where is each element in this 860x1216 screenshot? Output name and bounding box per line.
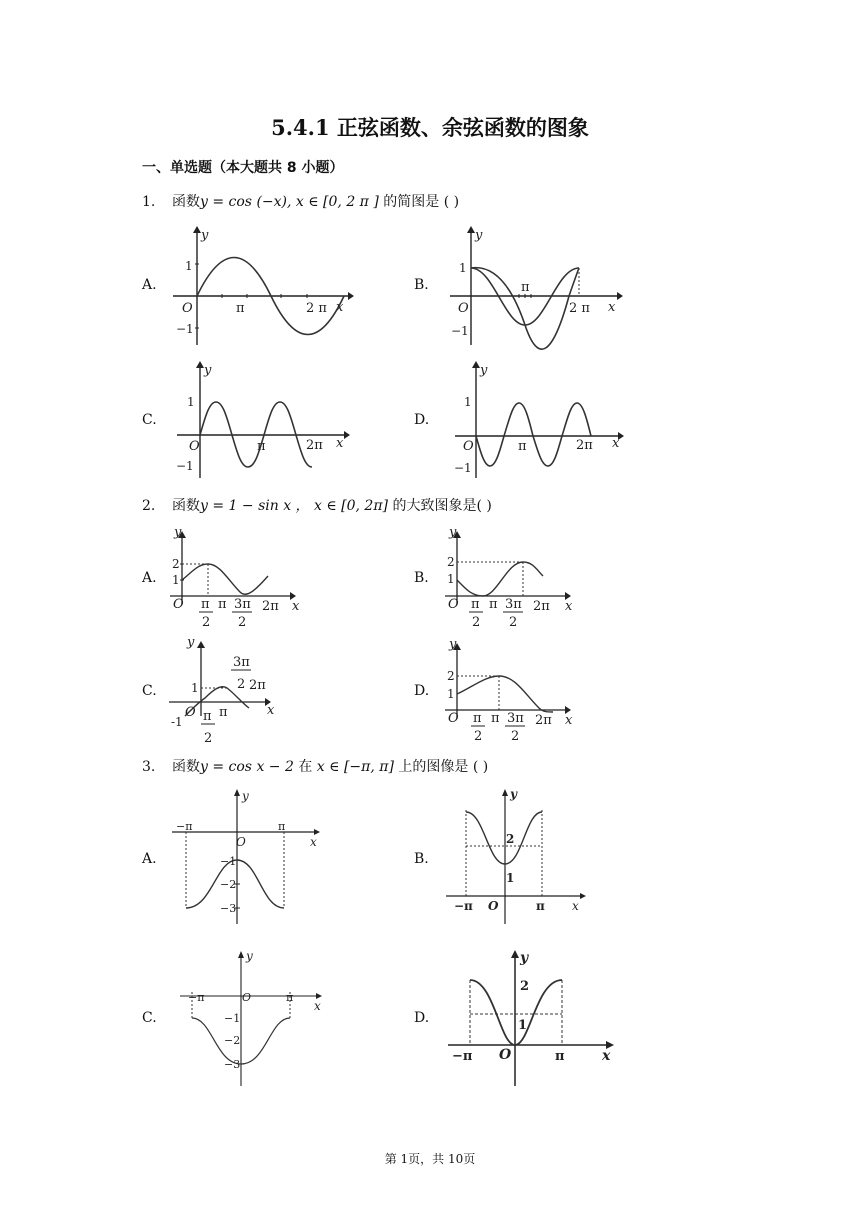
tick-label: 2 (506, 832, 515, 846)
question-number: 3. (142, 759, 156, 775)
option-2b[interactable]: B. (414, 570, 429, 586)
graph-2d (443, 632, 583, 747)
tick-label: π (555, 1049, 565, 1064)
tick-label: 3π (505, 597, 522, 612)
option-2a[interactable]: A. (142, 570, 157, 586)
question-formula-2: x ∈ [−π, π] (316, 759, 394, 775)
x-axis-label: x (565, 713, 573, 728)
tick-label: −π (454, 899, 473, 913)
question-stem-middle: 在 (293, 759, 317, 775)
page-footer: 第 1页，共 10页 (384, 1152, 476, 1166)
origin-label: O (458, 301, 469, 316)
origin-label: O (448, 597, 459, 612)
tick-label: π (473, 711, 482, 726)
tick-label: 2 (237, 677, 246, 692)
page-title: 5.4.1 正弦函数、余弦函数的图象 (271, 115, 589, 140)
tick-label: π (491, 711, 500, 726)
origin-label: O (499, 1047, 512, 1063)
tick-label: 1 (459, 261, 467, 275)
tick-label: 2 (472, 615, 481, 630)
tick-label: 2π (576, 438, 593, 453)
y-axis-label: y (187, 635, 195, 650)
graph-1b (445, 225, 630, 350)
option-2c[interactable]: C. (142, 683, 157, 699)
y-axis-label: y (201, 228, 209, 243)
origin-label: O (189, 439, 200, 454)
tick-label: 1 (518, 1018, 528, 1033)
tick-label: 2 π (306, 301, 327, 316)
tick-label: 2 (172, 557, 180, 571)
tick-label: 3π (234, 597, 251, 612)
tick-label: 2π (262, 599, 279, 614)
question-stem-suffix: 的大致图象是( ) (388, 498, 492, 514)
origin-label: O (173, 597, 184, 612)
tick-label: 2 (520, 979, 530, 994)
y-axis-label: y (204, 363, 212, 378)
tick-label: π (518, 439, 527, 454)
question-stem-suffix: 的简图是 ( ) (378, 194, 460, 210)
tick-label: −3 (224, 1058, 241, 1071)
option-1a[interactable]: A. (142, 277, 157, 293)
x-axis-label: x (292, 599, 300, 614)
tick-label: 2π (249, 678, 266, 693)
tick-label: −3 (220, 902, 237, 915)
tick-label: π (201, 597, 210, 612)
tick-label: 1 (172, 573, 180, 587)
tick-label: −1 (176, 322, 194, 336)
y-axis-label: y (449, 525, 457, 540)
tick-label: 2π (306, 438, 323, 453)
question-3 (142, 756, 488, 776)
graph-3a (168, 784, 328, 929)
graph-2a (168, 520, 308, 635)
tick-label: 1 (506, 871, 515, 885)
question-stem: 函数 (172, 759, 200, 775)
tick-label: 1 (185, 259, 193, 273)
tick-label: π (203, 709, 212, 724)
tick-label: −1 (224, 1012, 241, 1025)
tick-label: −1 (451, 324, 469, 338)
option-1d[interactable]: D. (414, 412, 430, 428)
question-stem-suffix: 上的图像是 ( ) (393, 759, 489, 775)
option-3d[interactable]: D. (414, 1010, 430, 1026)
x-axis-label: x (612, 436, 620, 451)
x-axis-label: x (608, 300, 616, 315)
graph-2b (443, 520, 583, 635)
y-axis-label: y (174, 525, 182, 540)
tick-label: 3π (507, 711, 524, 726)
question-number: 2. (142, 498, 156, 514)
graph-3d (444, 946, 620, 1091)
tick-label: 2 (447, 669, 455, 683)
y-axis-label: y (520, 950, 529, 966)
graph-2c (165, 632, 285, 747)
tick-label: −π (452, 1049, 473, 1064)
question-1 (142, 191, 459, 211)
tick-label: −1 (220, 855, 237, 868)
tick-label: −1 (176, 459, 194, 473)
tick-label: 1 (447, 687, 455, 701)
tick-label: π (236, 301, 245, 316)
tick-label: 2 (204, 731, 213, 746)
question-2 (142, 495, 492, 515)
y-axis-label: y (510, 787, 517, 801)
origin-label: O (242, 991, 252, 1004)
tick-label: π (521, 280, 530, 295)
question-formula: y = 1 − sin x ， x ∈ [0, 2π] (200, 498, 389, 514)
tick-label: −2 (224, 1034, 241, 1047)
tick-label: 2 (511, 729, 520, 744)
origin-label: O (182, 301, 193, 316)
tick-label: 3π (233, 655, 250, 670)
tick-label: 1 (191, 681, 199, 695)
tick-label: 2 (447, 555, 455, 569)
tick-label: π (278, 820, 286, 833)
y-axis-label: y (449, 637, 457, 652)
origin-label: O (488, 899, 499, 913)
tick-label: 1 (464, 395, 472, 409)
tick-label: 1 (447, 572, 455, 586)
tick-label: π (489, 597, 498, 612)
x-axis-label: x (572, 899, 579, 913)
x-axis-label: x (565, 599, 573, 614)
section-heading: 一、单选题（本大题共 8 小题） (142, 160, 344, 176)
question-formula: y = cos x − 2 (200, 759, 294, 775)
origin-label: O (463, 439, 474, 454)
tick-label: 2 (474, 729, 483, 744)
tick-label: 2 (509, 615, 518, 630)
y-axis-label: y (480, 363, 488, 378)
origin-label: O (185, 705, 196, 720)
tick-label: −2 (220, 878, 237, 891)
tick-label: −π (188, 991, 205, 1004)
tick-label: −1 (454, 461, 472, 475)
option-2d[interactable]: D. (414, 683, 430, 699)
tick-label: -1 (171, 715, 183, 729)
y-axis-label: y (475, 228, 483, 243)
question-number: 1. (142, 194, 156, 210)
tick-label: π (219, 705, 228, 720)
origin-label: O (236, 835, 246, 849)
tick-label: π (218, 597, 227, 612)
graph-1a (168, 225, 353, 350)
tick-label: 1 (187, 395, 195, 409)
tick-label: 2π (535, 713, 552, 728)
option-1c[interactable]: C. (142, 412, 157, 428)
option-3b[interactable]: B. (414, 851, 429, 867)
question-stem: 函数 (172, 194, 200, 210)
tick-label: 2 (202, 615, 211, 630)
option-3c[interactable]: C. (142, 1010, 157, 1026)
option-1b[interactable]: B. (414, 277, 429, 293)
tick-label: π (536, 899, 545, 913)
x-axis-label: x (336, 300, 344, 315)
x-axis-label: x (267, 703, 275, 718)
graph-3c (172, 946, 332, 1091)
y-axis-label: y (246, 949, 253, 963)
x-axis-label: x (310, 835, 317, 849)
tick-label: π (286, 991, 294, 1004)
question-stem: 函数 (172, 498, 200, 514)
x-axis-label: x (602, 1048, 611, 1064)
tick-label: 2 π (569, 301, 590, 316)
origin-label: O (448, 711, 459, 726)
tick-label: 2π (533, 599, 550, 614)
question-formula: y = cos (−x), x ∈ [0, 2 π ] (200, 194, 379, 210)
y-axis-label: y (242, 789, 249, 803)
x-axis-label: x (314, 999, 321, 1013)
tick-label: π (471, 597, 480, 612)
graph-1d (452, 360, 637, 480)
tick-label: 2 (238, 615, 247, 630)
x-axis-label: x (336, 436, 344, 451)
tick-label: −π (176, 820, 193, 833)
graph-1c (172, 360, 357, 480)
graph-3b (442, 784, 602, 929)
option-3a[interactable]: A. (142, 851, 157, 867)
tick-label: π (257, 439, 266, 454)
